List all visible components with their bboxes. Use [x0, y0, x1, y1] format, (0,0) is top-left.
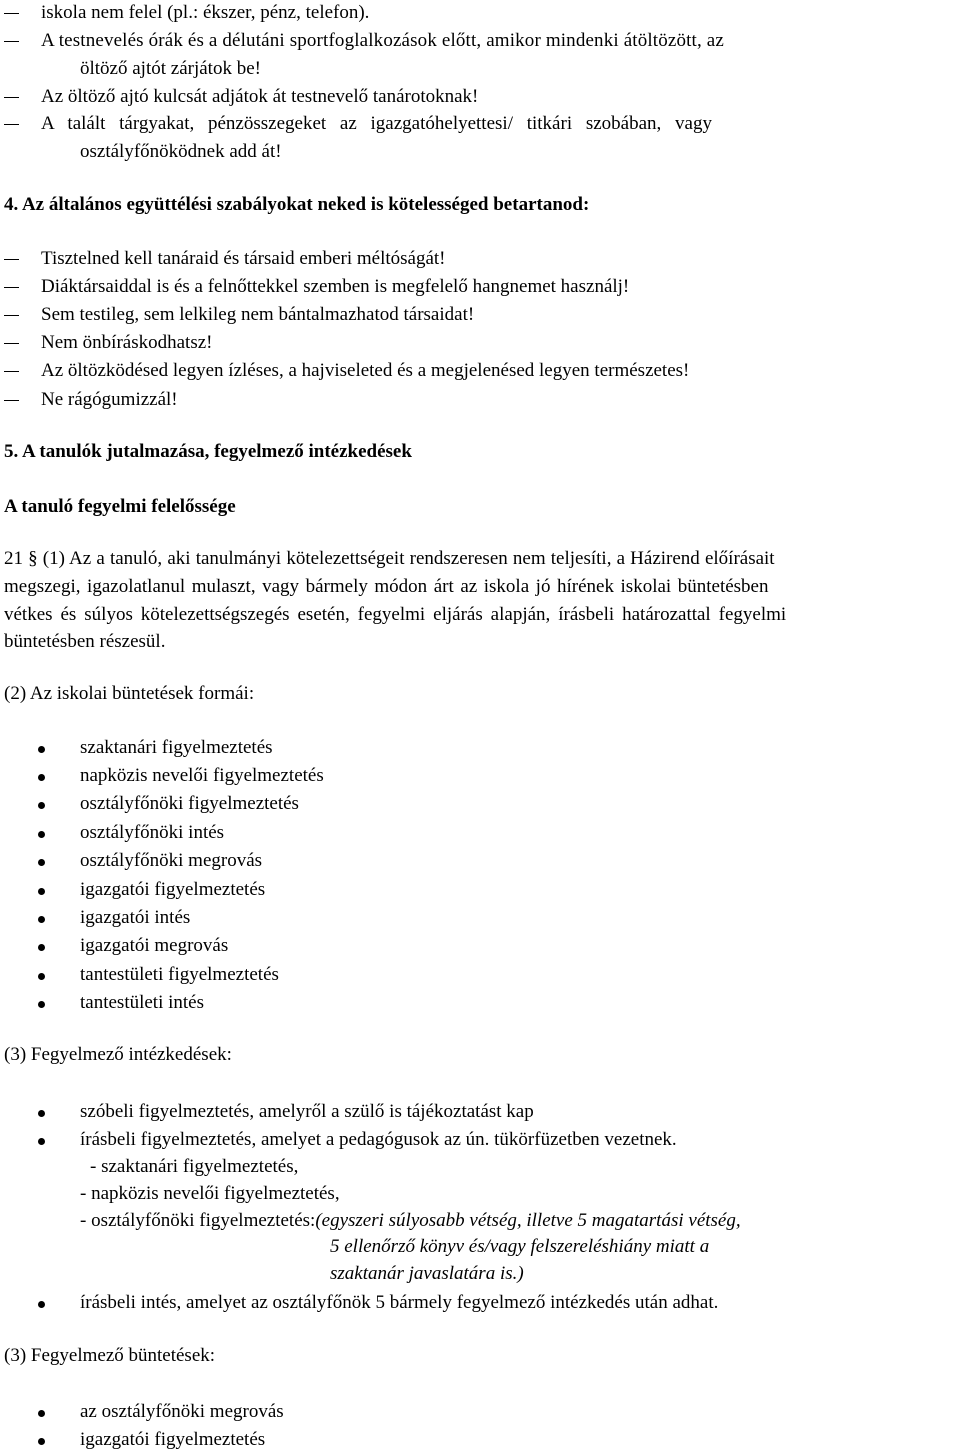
- sub-item-text: - osztályfőnöki figyelmeztetés:: [80, 1210, 316, 1231]
- section-heading: 5. A tanulók jutalmazása, fegyelmező intézkedések: [4, 441, 412, 462]
- sub-item: - szaktanári figyelmeztetés,: [90, 1156, 299, 1177]
- list-item: Az öltöző ajtó kulcsát adjátok át testnevelő tanárotoknak!: [41, 86, 479, 107]
- paragraph-line: 21 § (1) Az a tanuló, aki tanulmányi kötelezettségeit rendszeresen nem teljesíti, a Házirend előírásait: [4, 548, 775, 569]
- bullet-marker: [38, 1438, 45, 1445]
- list-item: Sem testileg, sem lelkileg nem bántalmazhatod társaidat!: [41, 304, 475, 325]
- list-item: osztályfőnöki megrovás: [80, 850, 263, 871]
- bullet-marker: [38, 746, 45, 753]
- dash-marker: [4, 124, 19, 125]
- list-item-continuation: osztályfőnöködnek add át!: [80, 141, 282, 162]
- section-heading: 4. Az általános együttélési szabályokat neked is kötelességed betartanod:: [4, 194, 590, 215]
- dash-marker: [4, 259, 19, 260]
- list-item: [41, 30, 954, 52]
- list-item: szaktanári figyelmeztetés: [80, 737, 273, 758]
- list-item: tantestületi figyelmeztetés: [80, 964, 279, 985]
- punishments-label: (3) Fegyelmező büntetések:: [4, 1345, 216, 1366]
- paragraph-line: megszegi, igazolatlanul mulaszt, vagy bármely módon árt az iskola jó hírének iskolai büntetésben: [4, 576, 769, 597]
- paragraph-line: vétkes és súlyos kötelezettségszegés esetén, fegyelmi eljárás alapján, írásbeli határozattal fegyelmi: [4, 604, 787, 625]
- list-item: írásbeli figyelmeztetés, amelyet a pedagógusok az ún. tükörfüzetben vezetnek.: [80, 1129, 677, 1150]
- dash-marker: [4, 287, 19, 288]
- bullet-marker: [38, 973, 45, 980]
- dash-marker: [4, 343, 19, 344]
- sub-item-note-continuation: 5 ellenőrző könyv és/vagy felszereléshiány miatt a: [330, 1236, 710, 1257]
- dash-marker: [4, 371, 19, 372]
- forms-label: (2) Az iskolai büntetések formái:: [4, 683, 255, 704]
- list-item: Tisztelned kell tanáraid és társaid emberi méltóságát!: [41, 248, 446, 269]
- sub-item: [80, 1210, 741, 1232]
- paragraph-line: büntetésben részesül.: [4, 631, 166, 652]
- list-item-continuation: öltöző ajtót zárjátok be!: [80, 58, 261, 79]
- bullet-marker: [38, 1301, 45, 1308]
- subsection-heading: A tanuló fegyelmi felelőssége: [4, 496, 236, 517]
- dash-marker: [4, 41, 19, 42]
- list-item: Diáktársaiddal is és a felnőttekkel szemben is megfelelő hangnemet használj!: [41, 276, 630, 297]
- bullet-marker: [38, 859, 45, 866]
- list-item: igazgatói figyelmeztetés: [80, 1429, 266, 1450]
- list-item: iskola nem felel (pl.: ékszer, pénz, telefon).: [41, 2, 370, 23]
- dash-marker: [4, 97, 19, 98]
- bullet-marker: [38, 1001, 45, 1008]
- dash-marker: [4, 315, 19, 316]
- dash-marker: [4, 13, 19, 14]
- list-item: napközis nevelői figyelmeztetés: [80, 765, 324, 786]
- list-item: az osztályfőnöki megrovás: [80, 1401, 284, 1422]
- dash-marker: [4, 400, 19, 401]
- bullet-marker: [38, 774, 45, 781]
- sub-item-note-continuation: szaktanár javaslatára is.): [330, 1263, 524, 1284]
- list-item: Az öltözködésed legyen ízléses, a hajviseleted és a megjelenésed legyen természetes!: [41, 360, 690, 381]
- sub-item-note: (egyszeri súlyosabb vétség, illetve 5 magatartási vétség,: [315, 1210, 741, 1231]
- bullet-marker: [38, 944, 45, 951]
- list-item: igazgatói intés: [80, 907, 191, 928]
- measures-label: (3) Fegyelmező intézkedések:: [4, 1044, 232, 1065]
- list-item: szóbeli figyelmeztetés, amelyről a szülő is tájékoztatást kap: [80, 1101, 534, 1122]
- bullet-marker: [38, 888, 45, 895]
- bullet-marker: [38, 802, 45, 809]
- bullet-marker: [38, 1138, 45, 1145]
- bullet-marker: [38, 1410, 45, 1417]
- list-item: osztályfőnöki figyelmeztetés: [80, 793, 299, 814]
- list-item: tantestületi intés: [80, 992, 205, 1013]
- sub-item: - napközis nevelői figyelmeztetés,: [80, 1183, 340, 1204]
- bullet-marker: [38, 916, 45, 923]
- list-item-text: A testnevelés órák és a délutáni sportfoglalkozások előtt, amikor mindenki átöltözött, az: [41, 30, 724, 51]
- list-item: írásbeli intés, amelyet az osztályfőnök 5 bármely fegyelmező intézkedés után adhat.: [80, 1292, 719, 1313]
- list-item: osztályfőnöki intés: [80, 822, 225, 843]
- list-item: igazgatói megrovás: [80, 935, 229, 956]
- bullet-marker: [38, 831, 45, 838]
- list-item: igazgatói figyelmeztetés: [80, 879, 266, 900]
- list-item: Nem önbíráskodhatsz!: [41, 332, 213, 353]
- bullet-marker: [38, 1110, 45, 1117]
- list-item: A talált tárgyakat, pénzösszegeket az igazgatóhelyettesi/ titkári szobában, vagy: [41, 113, 712, 134]
- list-item: Ne rágógumizzál!: [41, 389, 178, 410]
